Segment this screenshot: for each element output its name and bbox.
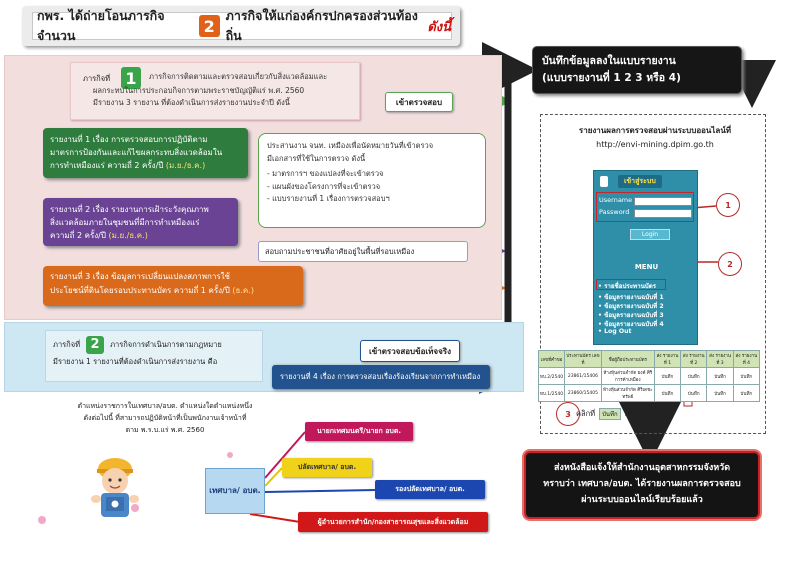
table-header-row: [539, 351, 760, 368]
decor-dot: [227, 452, 233, 458]
role-director: ผู้อำนวยการสำนัก/กองสาธารณสุขและสิ่งแวดล้อม: [298, 512, 488, 532]
inspect-button: เข้าตรวจสอบ: [385, 92, 453, 112]
save-report-button[interactable]: บันทึก: [733, 385, 759, 402]
arrow-record-online: [742, 70, 752, 96]
login-button[interactable]: Login: [630, 229, 670, 240]
mission1-line1: ภารกิจการติดตามและตรวจสอบเกี่ยวกับสิ่งแวดล้อมและ: [149, 72, 328, 81]
officials-line1: ตำแหน่งราชการในเทศบาล/อบต. ตำแหน่งใดตำแหน่งหนึ่ง: [77, 402, 253, 410]
municipality-tile: เทศบาล/ อบต.: [205, 468, 265, 514]
title-prefix: กพร. ได้ถ่ายโอนภารกิจจำนวน: [37, 8, 165, 43]
menu-item-logout[interactable]: • Log Out: [598, 328, 632, 335]
info-line2: มีเอกสารที่ใช้ในการตรวจ ดังนี้: [267, 153, 366, 163]
table-header: ส่ง รายงานที่ 1: [654, 351, 680, 368]
info-bullet: - แบบรายงานที่ 1 เรื่องการตรวจสอบฯ: [267, 194, 390, 203]
title-banner: [22, 6, 460, 46]
mission1-label: ภารกิจที่: [83, 74, 111, 83]
save-report-button[interactable]: บันทึก: [707, 385, 733, 402]
report2-line1: รายงานที่ 2 เรื่อง รายงานการเฝ้าระวังคุณภาพ: [50, 205, 209, 214]
info-box: [258, 133, 486, 228]
report3-box: [43, 266, 303, 306]
login-title: เข้าสู่ระบบ: [618, 175, 662, 188]
table-cell: ห้างหุ้นส่วนจำกัด ศิริเดชะ ทรัพย์: [601, 385, 654, 402]
mission2-line2: มีรายงาน 1 รายงานที่ต้องดำเนินการส่งรายงาน คือ: [53, 357, 218, 366]
menu-item-report4[interactable]: • ข้อมูลรายงานฉบับที่ 4: [598, 321, 664, 328]
report1-line3: การทำเหมืองแร่ ความถี่ 2 ครั้ง/ปี: [50, 161, 164, 170]
role-link-4: [250, 514, 300, 522]
table-row: [539, 385, 760, 402]
info-line1: ประสานงาน จนท. เหมืองเพื่อนัดหมายวันที่เข้าตรวจ: [267, 141, 434, 150]
table-cell: ห้างหุ้นส่วนจำกัด ยงค์ ศิริการค้าเหมือง: [601, 368, 654, 385]
fact-check-button: เข้าตรวจสอบข้อเท็จจริง: [360, 340, 460, 362]
table-header: ชื่อผู้ถือประทานบัตร: [601, 351, 654, 368]
table-header: ประทานบัตร เลขที่: [565, 351, 602, 368]
mission2-header: [45, 330, 263, 382]
final-line3: ผ่านระบบออนไลน์เรียบร้อยแล้ว: [581, 495, 703, 505]
menu-item-concessions[interactable]: • รายชื่อประทานบัตร: [598, 283, 657, 290]
record-report-box: [532, 46, 742, 94]
final-line2: ทราบว่า เทศบาล/อบต. ได้รายงานผลการตรวจสอบ: [543, 479, 741, 489]
table-header: ส่ง รายงานที่ 2: [681, 351, 707, 368]
report3-line1: รายงานที่ 3 เรื่อง ข้อมูลการเปลี่ยนแปลงสภาพการใช้: [50, 272, 230, 281]
role-mayor: นายกเทศมนตรี/นายก อบต.: [305, 422, 413, 441]
title-suffix: ภารกิจให้แก่องค์กรปกครองส่วนท้องถิ่น: [225, 8, 418, 43]
menu-title: MENU: [634, 263, 659, 271]
mission2-line1: ภารกิจการดำเนินการตามกฎหมาย: [110, 340, 222, 349]
title-count-badge: 2: [199, 15, 220, 37]
menu-item-report1[interactable]: • ข้อมูลรายงานฉบับที่ 1: [598, 294, 664, 301]
table-cell: 23860/15405: [565, 385, 602, 402]
online-system-label: [555, 124, 755, 152]
report-table: [538, 350, 760, 402]
login-highlight: [596, 192, 694, 222]
mission1-line3: มีรายงาน 3 รายงาน ที่ต้องดำเนินการส่งรายงานประจำปี ดังนี้: [93, 98, 290, 107]
table-header: ส่ง รายงานที่ 4: [733, 351, 759, 368]
callout-1: 1: [716, 193, 740, 217]
login-screen: [593, 170, 698, 345]
decor-heart: [38, 516, 46, 524]
final-notice-box: [524, 451, 760, 519]
save-report-button[interactable]: บันทึก: [707, 368, 733, 385]
login-header: [600, 175, 692, 188]
final-line1: ส่งหนังสือแจ้งให้สำนักงานอุตสาหกรรมจังหวัด: [553, 463, 731, 473]
report3-note: (ธ.ค.): [232, 286, 254, 295]
table-cell: 23861/15406: [565, 368, 602, 385]
report2-line2: สิ่งแวดล้อมภายในชุมชนที่มีการทำเหมืองแร่: [50, 218, 200, 227]
report3-line2: ประโยชน์ที่ดินโดยรอบประทานบัตร ความถี่ 1 ครั้ง/ปี: [50, 286, 230, 295]
username-label: Username: [599, 196, 633, 204]
survey-box: สอบถามประชาชนที่อาศัยอยู่ในพื้นที่รอบเหมือง: [258, 241, 468, 262]
officials-text: [40, 400, 290, 436]
menu-item-report2[interactable]: • ข้อมูลรายงานฉบับที่ 2: [598, 303, 664, 310]
report2-note: (ม.ย./ธ.ค.): [108, 231, 148, 240]
table-cell: ทบ.2/2540: [539, 368, 565, 385]
report2-box: [43, 198, 238, 246]
mission2-label: ภารกิจที่: [53, 340, 81, 349]
officials-line2: ดังต่อไปนี้ ที่สามารถปฏิบัติหน้าที่เป็นพนักงานเจ้าหน้าที่: [83, 414, 247, 422]
officials-line3: ตาม พ.ร.บ.แร่ พ.ศ. 2560: [125, 426, 205, 434]
online-title: รายงานผลการตรวจสอบผ่านระบบออนไลน์ที่: [578, 126, 732, 135]
table-cell: ทบ.1/2540: [539, 385, 565, 402]
report2-line3: ความถี่ 2 ครั้ง/ปี: [50, 231, 106, 240]
mission1-line2: ผลกระทบในการประกอบกิจการตามพระราชบัญญัติแร่ พ.ศ. 2560: [93, 86, 305, 95]
report1-line1: รายงานที่ 1 เรื่อง การตรวจสอบการปฏิบัติตาม: [50, 135, 208, 144]
save-report-button[interactable]: บันทึก: [681, 385, 707, 402]
save-report-button[interactable]: บันทึก: [733, 368, 759, 385]
role-link-3: [265, 490, 375, 492]
report4-box: รายงานที่ 4 เรื่อง การตรวจสอบเรื่องร้องเรียนจากการทำเหมือง: [272, 365, 490, 389]
mission1-number-badge: 1: [121, 67, 141, 89]
mission2-number-badge: 2: [86, 336, 104, 354]
click-instruction: [576, 406, 736, 422]
table-header: เลขที่คำขอ: [539, 351, 565, 368]
report1-line2: มาตรการป้องกันและแก้ไขผลกระทบสิ่งแวดล้อมใน: [50, 148, 223, 157]
save-report-button[interactable]: บันทึก: [654, 368, 680, 385]
password-label: Password: [599, 208, 630, 216]
report1-box: [43, 128, 248, 178]
title-emphasis: ดังนี้: [427, 19, 451, 35]
record-line2: (แบบรายงานที่ 1 2 3 หรือ 4): [542, 72, 681, 84]
report1-note: (ม.ย./ธ.ค.): [165, 161, 206, 170]
mission1-header: [70, 62, 360, 120]
click-prefix: คลิกที่: [576, 409, 596, 418]
save-report-button[interactable]: บันทึก: [654, 385, 680, 402]
title-text: [32, 8, 452, 43]
miner-mascot-icon: [75, 455, 155, 525]
info-bullet: - แผนผังของโครงการที่จะเข้าตรวจ: [267, 181, 381, 191]
record-line1: บันทึกข้อมูลลงในแบบรายงาน: [542, 55, 676, 67]
table-header: ส่ง รายงานที่ 3: [707, 351, 733, 368]
role-clerk: ปลัดเทศบาล/ อบต.: [282, 458, 372, 477]
menu-item-report3[interactable]: • ข้อมูลรายงานฉบับที่ 3: [598, 312, 664, 319]
callout-2: 2: [718, 252, 742, 276]
role-deputy-clerk: รองปลัดเทศบาล/ อบต.: [375, 480, 485, 499]
online-url[interactable]: http://envi-mining.dpim.go.th: [596, 140, 714, 149]
info-bullet: - มาตรการฯ ของแปลงที่จะเข้าตรวจ: [267, 169, 384, 178]
callout-3: 3: [556, 402, 580, 426]
click-chip: บันทึก: [599, 408, 621, 420]
click-suffix: เพื่อส่งรายงาน: [624, 409, 671, 418]
role-link-2: [265, 468, 282, 486]
logo-icon: [600, 176, 608, 187]
save-report-button[interactable]: บันทึก: [681, 368, 707, 385]
table-row: [539, 368, 760, 385]
menu-highlight: [596, 279, 666, 290]
